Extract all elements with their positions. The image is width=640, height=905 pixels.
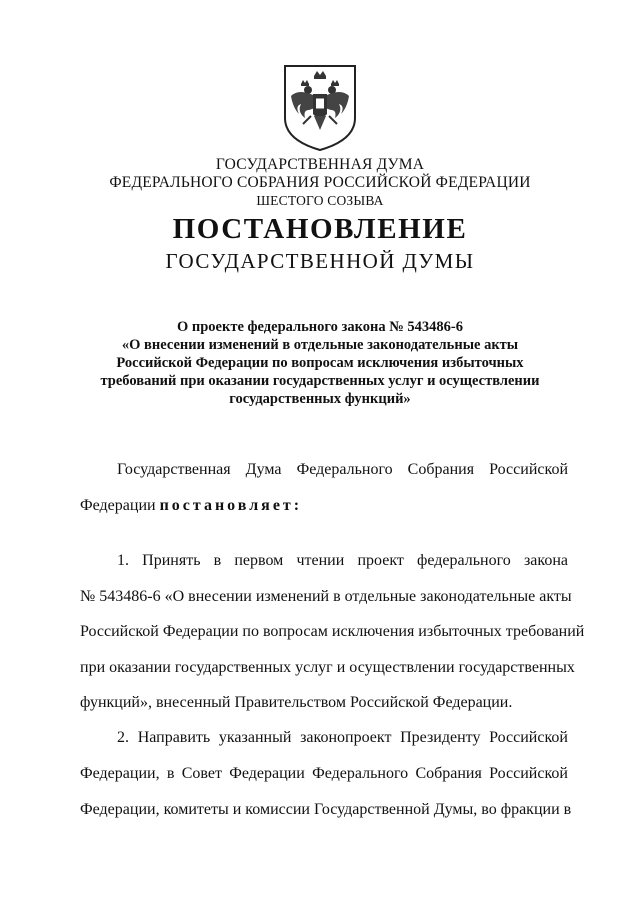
issuer-line-1: ГОСУДАРСТВЕННАЯ ДУМА	[215, 156, 425, 173]
preamble-line-1: Государственная Дума Федерального Собрания Российской	[117, 461, 568, 478]
convocation-line: ШЕСТОГО СОЗЫВА	[256, 193, 384, 208]
subject-line: «О внесении изменений в отдельные законодательные акты	[121, 337, 519, 353]
document-subtitle: ГОСУДАРСТВЕННОЙ ДУМЫ	[165, 249, 475, 273]
paragraph-2-line: Федерации, комитеты и комиссии Государственной Думы, во фракции в	[80, 801, 572, 818]
paragraph-2-line: 2. Направить указанный законопроект Президенту Российской	[117, 729, 568, 746]
subject-line: О проекте федерального закона № 543486-6	[176, 319, 464, 335]
subject-line: государственных функций»	[229, 391, 411, 407]
subject-block	[70, 318, 570, 408]
resolves-word: постановляет:	[159, 497, 303, 514]
paragraph-1-line: при оказании государственных услуг и осуществлении государственных	[80, 659, 575, 676]
paragraph-1-line: 1. Принять в первом чтении проект федерального закона	[117, 552, 568, 569]
paragraph-1-line: Российской Федерации по вопросам исключения избыточных требований	[80, 623, 585, 640]
issuer-line-2: ФЕДЕРАЛЬНОГО СОБРАНИЯ РОССИЙСКОЙ ФЕДЕРАЦИИ	[109, 174, 531, 191]
russian-coat-of-arms-icon	[281, 62, 359, 152]
subject-line: Российской Федерации по вопросам исключения избыточных	[116, 355, 524, 371]
document-title: ПОСТАНОВЛЕНИЕ	[172, 213, 468, 245]
preamble-line-2	[80, 496, 568, 516]
paragraph-1-line: функций», внесенный Правительством Российской Федерации.	[80, 694, 513, 711]
subject-line: требований при оказании государственных услуг и осуществлении	[100, 373, 540, 389]
paragraph-1-line: № 543486-6 «О внесении изменений в отдельные законодательные акты	[80, 588, 572, 605]
paragraph-2-line: Федерации, в Совет Федерации Федерального Собрания Российской	[80, 765, 568, 782]
preamble-text: Федерации	[80, 497, 160, 514]
